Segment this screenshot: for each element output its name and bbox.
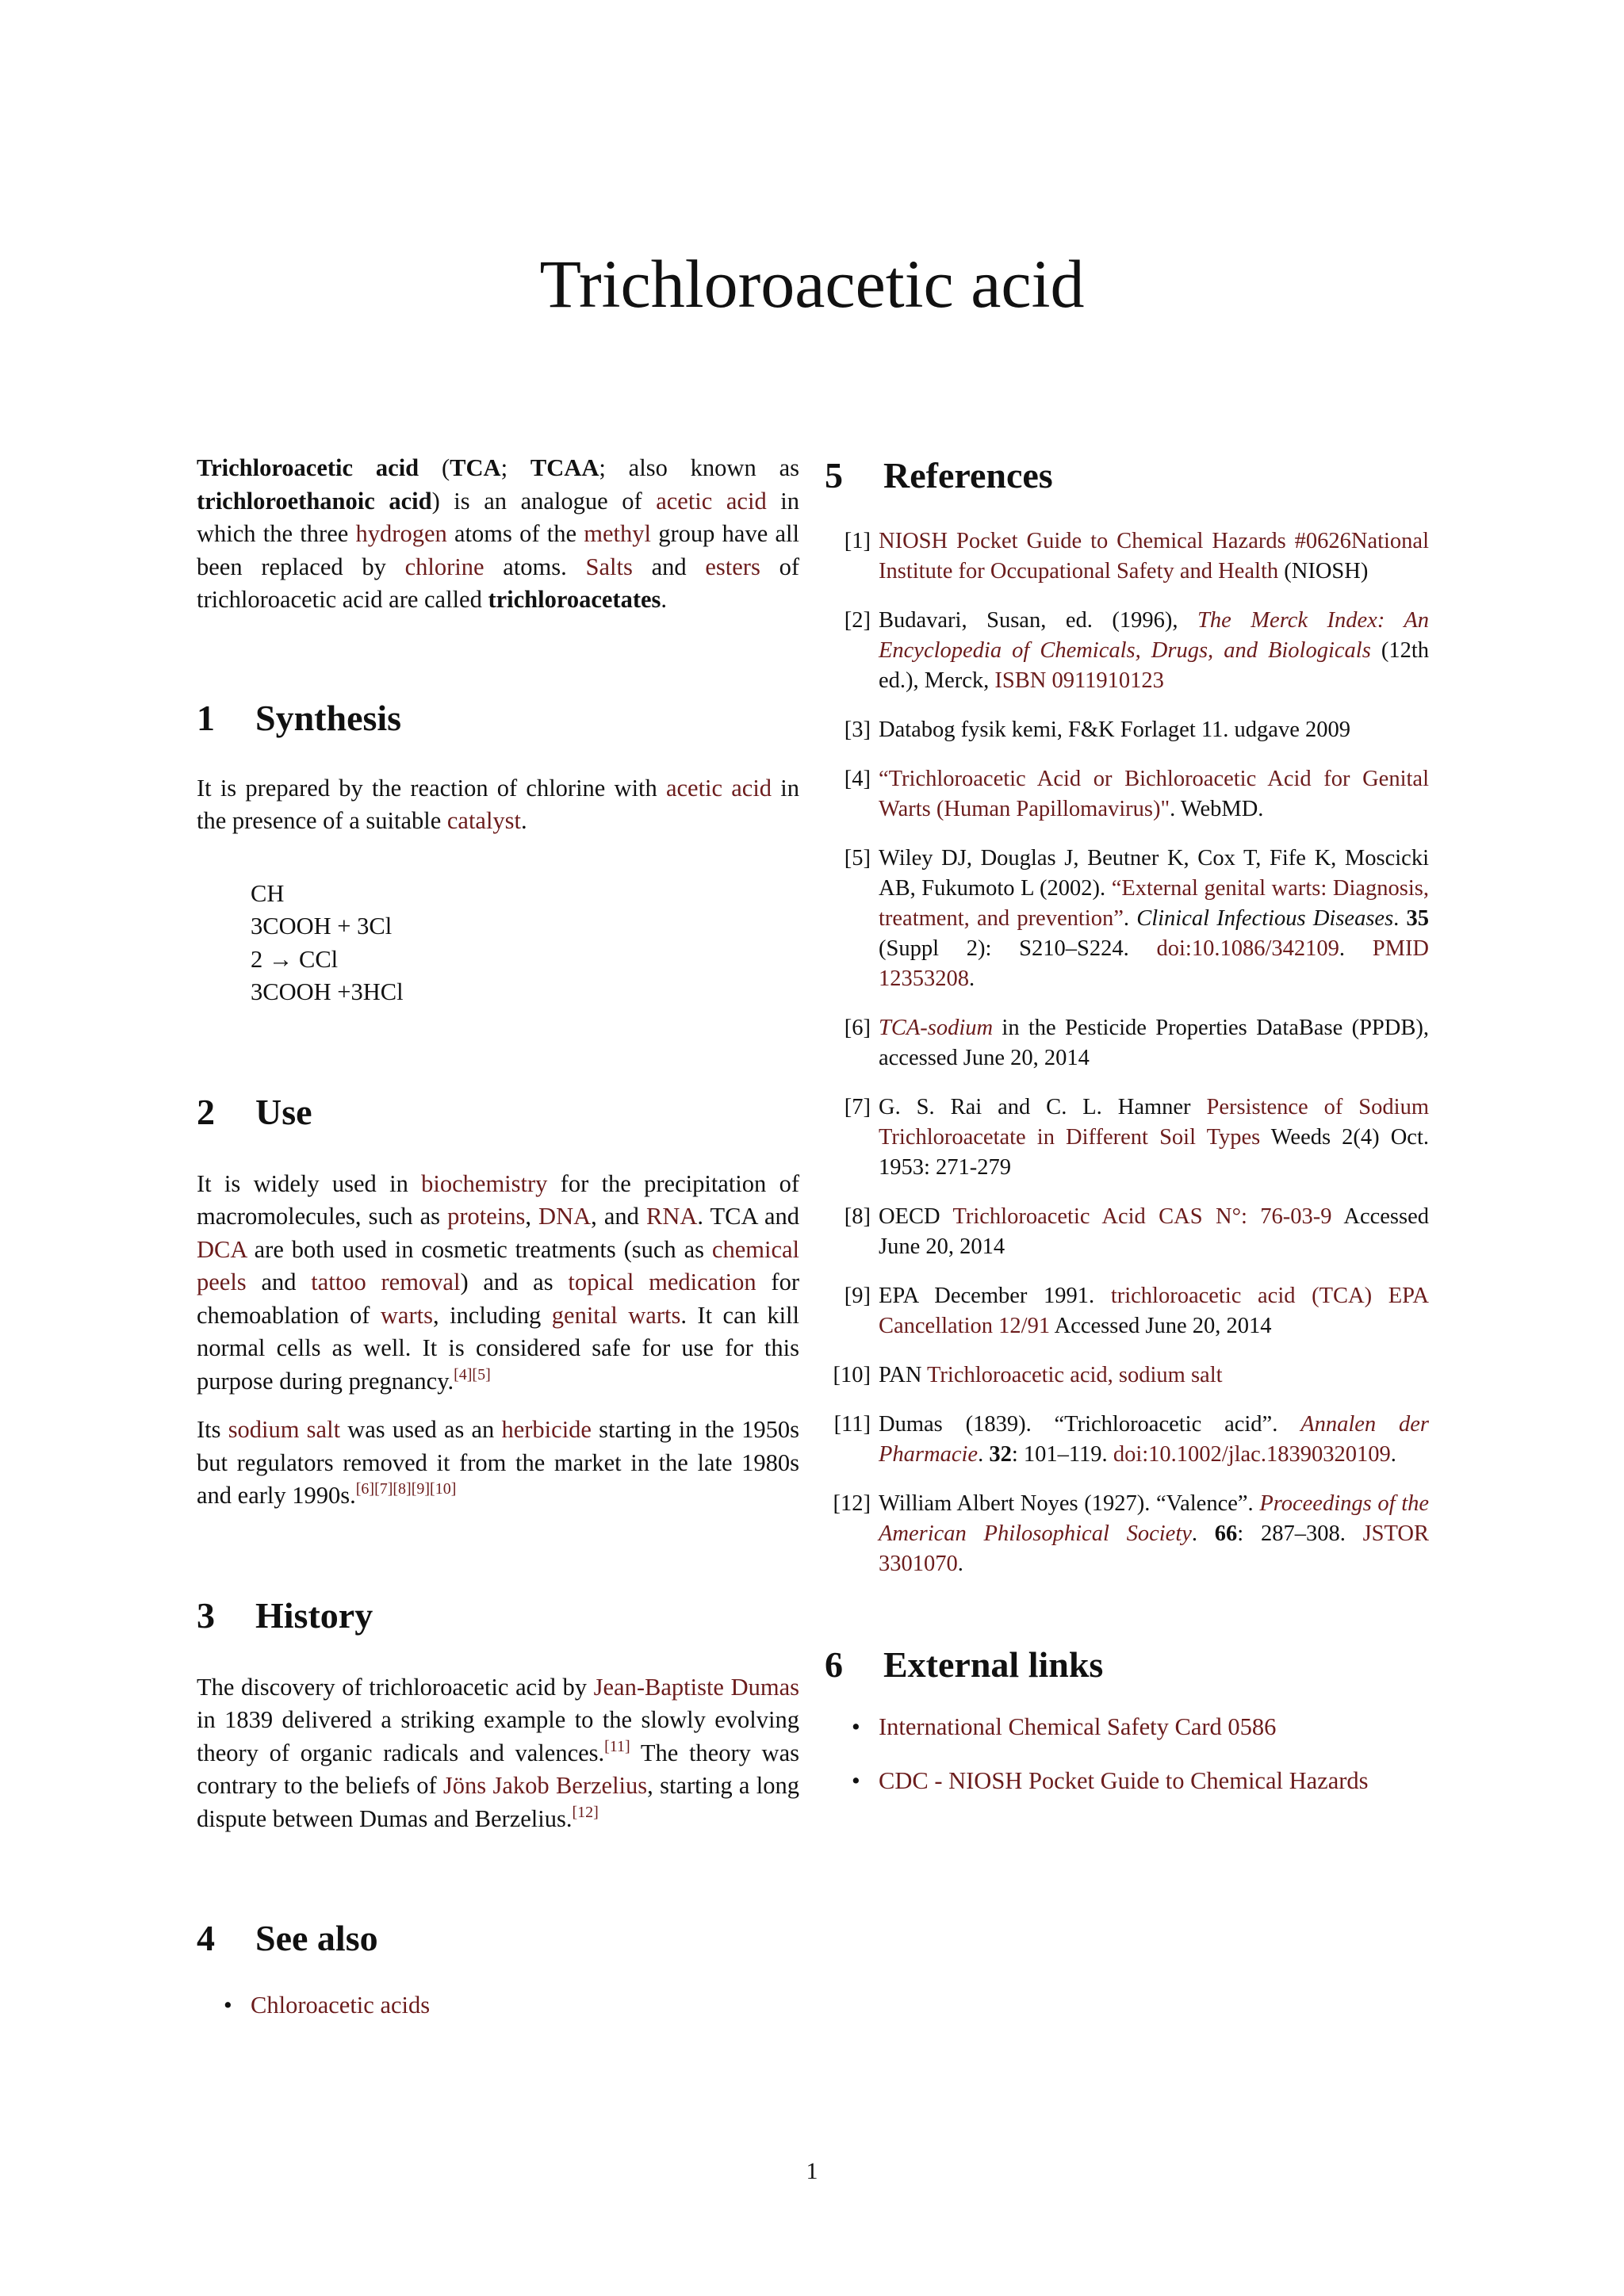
text: (	[419, 454, 450, 481]
reaction-formula	[251, 878, 799, 1009]
right-column	[825, 452, 1429, 1797]
reference-number: [6]	[844, 1016, 871, 1040]
list-item	[825, 1765, 1429, 1798]
text: in the Pesticide Properties DataBase (PPDB), accessed June 20, 2014	[879, 1016, 1429, 1070]
link-icsc-0586[interactable]: International Chemical Safety Card 0586	[879, 1713, 1277, 1740]
list-item	[825, 1711, 1429, 1744]
reference-item	[825, 1410, 1429, 1470]
link-dca[interactable]: DCA	[197, 1235, 247, 1263]
reference-item	[825, 1202, 1429, 1262]
text: Dumas (1839). “Trichloroacetic acid”.	[879, 1412, 1301, 1437]
isbn-link[interactable]: ISBN 0911910123	[994, 668, 1164, 693]
journal-link[interactable]: Proceedings of the American Philosophical Society	[879, 1491, 1430, 1546]
volume: 32	[989, 1442, 1012, 1467]
reference-number: [10]	[833, 1363, 871, 1387]
use-paragraph-1	[197, 1168, 799, 1399]
text: : 101–119.	[1011, 1442, 1113, 1467]
text: (12th ed.), Merck,	[879, 638, 1429, 693]
left-column	[197, 452, 799, 2022]
section-heading-external-links	[825, 1641, 1429, 1689]
text: Budavari, Susan, ed. (1996),	[879, 608, 1198, 633]
reference-link[interactable]: “External genital warts: Diagnosis, treatment, and prevention”	[879, 876, 1429, 931]
reference-link[interactable]: NIOSH Pocket Guide to Chemical Hazards #0626National Institute for Occupational Safety and Health	[879, 529, 1429, 584]
external-links-list	[825, 1711, 1429, 1797]
reference-link[interactable]: “Trichloroacetic Acid or Bichloroacetic Acid for Genital Warts (Human Papillomavirus)"	[879, 767, 1429, 821]
text: The discovery of trichloroacetic acid by	[197, 1673, 594, 1701]
citation-link[interactable]: [4][5]	[454, 1365, 491, 1383]
section-heading-history	[197, 1592, 799, 1640]
text: .	[969, 966, 975, 991]
link-rna[interactable]: RNA	[645, 1203, 698, 1230]
text: (Suppl 2): S210–S224.	[879, 936, 1157, 961]
link-methyl[interactable]: methyl	[584, 520, 652, 547]
reference-link[interactable]: The Merck Index: An Encyclopedia of Chemicals, Drugs, and Biologicals	[879, 608, 1429, 663]
reference-number: [2]	[844, 608, 871, 633]
section-number: 4	[197, 1918, 215, 1958]
link-acetic-acid[interactable]: acetic acid	[656, 487, 767, 515]
reference-item	[825, 764, 1429, 825]
text: . It can kill normal cells as well. It is considered safe for use for this purpose during pregnancy.	[197, 1301, 800, 1395]
bold-term: trichloroacetates	[488, 586, 661, 613]
link-jons-jakob-berzelius[interactable]: Jöns Jakob Berzelius	[442, 1772, 648, 1799]
text: It is prepared by the reaction of chlorine with	[197, 774, 666, 802]
bold-term: TCAA	[530, 454, 599, 481]
section-title: See also	[255, 1918, 378, 1958]
text: (NIOSH)	[1278, 559, 1369, 584]
text: , starting a long dispute between Dumas and Berzelius.	[197, 1772, 799, 1832]
text: in the presence of a suitable	[197, 774, 799, 834]
text: was used as an	[340, 1416, 502, 1443]
link-acetic-acid[interactable]: acetic acid	[665, 774, 772, 802]
text: ; also known as	[599, 454, 799, 481]
reference-item	[825, 1360, 1429, 1391]
reference-item	[825, 1013, 1429, 1073]
link-topical-medication[interactable]: topical medication	[568, 1269, 756, 1295]
list-item	[197, 1989, 799, 2022]
section-heading-use	[197, 1089, 799, 1136]
reference-item	[825, 1281, 1429, 1341]
citation-link[interactable]: [11]	[604, 1737, 630, 1755]
reference-link[interactable]: Persistence of Sodium Trichloroacetate in Different Soil Types	[879, 1095, 1429, 1150]
link-chlorine[interactable]: chlorine	[404, 553, 485, 580]
link-esters[interactable]: esters	[705, 553, 760, 580]
doi-link[interactable]: doi:10.1002/jlac.18390320109	[1113, 1442, 1391, 1467]
text: .	[1339, 936, 1373, 961]
section-title: External links	[883, 1644, 1104, 1685]
link-chloroacetic-acids[interactable]: Chloroacetic acids	[251, 1992, 431, 2019]
text: Wiley DJ, Douglas J, Beutner K, Cox T, Fife K, Moscicki AB, Fukumoto L (2002).	[879, 846, 1429, 901]
text: in which the three	[197, 487, 800, 547]
section-number: 1	[197, 697, 215, 738]
section-title: References	[883, 455, 1053, 496]
reference-number: [5]	[844, 846, 871, 871]
citation-link[interactable]: [6][7][8][9][10]	[355, 1480, 457, 1498]
section-heading-references	[825, 452, 1429, 499]
text: and	[246, 1269, 312, 1295]
text: OECD	[879, 1204, 953, 1229]
text: .	[1393, 906, 1407, 931]
text: .	[978, 1442, 990, 1467]
text: .	[1123, 906, 1137, 931]
reference-number: [11]	[833, 1412, 871, 1437]
bold-term: Trichloroacetic acid	[197, 454, 419, 481]
text: starting in the 1950s but regulators removed it from the market in the late 1980s and early 1990s.	[197, 1416, 800, 1509]
jstor-link[interactable]: JSTOR 3301070	[879, 1521, 1429, 1576]
text: PAN	[879, 1363, 928, 1387]
synthesis-paragraph	[197, 772, 799, 838]
text: and	[632, 553, 706, 580]
reference-number: [8]	[844, 1204, 871, 1229]
link-sodium-salt[interactable]: sodium salt	[228, 1416, 341, 1443]
reference-number: [1]	[844, 529, 871, 553]
link-herbicide[interactable]: herbicide	[501, 1416, 592, 1443]
text: . WebMD.	[1170, 797, 1264, 821]
text: G. S. Rai and C. L. Hamner	[879, 1095, 1207, 1119]
intro-paragraph	[197, 452, 799, 617]
journal-link[interactable]: Annalen der Pharmacie	[879, 1412, 1429, 1467]
text: are both used in cosmetic treatments (such as	[246, 1235, 712, 1263]
text: .	[521, 807, 527, 834]
formula-line: 3COOH + 3Cl	[251, 913, 393, 939]
journal-title: Clinical Infectious Diseases	[1136, 906, 1394, 931]
text: .	[1191, 1521, 1215, 1546]
text: .	[661, 586, 668, 613]
text: atoms.	[484, 553, 586, 580]
text: , including	[432, 1301, 552, 1329]
link-genital-warts[interactable]: genital warts	[551, 1301, 681, 1329]
section-title: Use	[255, 1091, 312, 1132]
text: Its	[197, 1416, 228, 1443]
text: Weeds 2(4) Oct. 1953: 271-279	[879, 1125, 1429, 1180]
formula-line: CH	[251, 879, 285, 907]
text: for the precipitation of macromolecules, such as	[197, 1169, 799, 1230]
reference-number: [12]	[833, 1491, 871, 1516]
volume: 66	[1214, 1521, 1238, 1546]
text: ) is an analogue of	[431, 487, 657, 515]
text: atoms of the	[446, 520, 584, 547]
link-salts[interactable]: Salts	[585, 553, 633, 580]
section-title: History	[255, 1594, 373, 1636]
link-dna[interactable]: DNA	[538, 1203, 592, 1230]
see-also-list	[197, 1989, 799, 2022]
link-catalyst[interactable]: catalyst	[446, 807, 522, 834]
reference-link[interactable]: TCA-sodium	[879, 1016, 994, 1040]
text: . TCA and	[697, 1203, 799, 1230]
section-heading-synthesis	[197, 695, 799, 742]
section-number: 5	[825, 455, 843, 496]
reference-link[interactable]: Trichloroacetic acid, sodium salt	[927, 1363, 1223, 1387]
reference-number: [3]	[844, 718, 871, 742]
text: in 1839 delivered a striking example to the slowly evolving theory of organic radicals and valences.	[197, 1706, 799, 1766]
text: .	[957, 1552, 963, 1576]
link-warts[interactable]: warts	[380, 1301, 433, 1329]
doi-link[interactable]: doi:10.1086/342109	[1156, 936, 1339, 961]
text: for chemoablation of	[197, 1269, 799, 1329]
link-biochemistry[interactable]: biochemistry	[421, 1169, 548, 1197]
text: ) and as	[460, 1269, 569, 1295]
link-jean-baptiste-dumas[interactable]: Jean-Baptiste Dumas	[593, 1673, 799, 1701]
link-proteins[interactable]: proteins	[447, 1203, 526, 1230]
reference-number: [4]	[844, 767, 871, 791]
section-title: Synthesis	[255, 697, 402, 738]
section-number: 2	[197, 1091, 215, 1132]
text: ;	[500, 454, 530, 481]
volume: 35	[1406, 906, 1429, 931]
text: .	[1390, 1442, 1396, 1467]
history-paragraph	[197, 1671, 799, 1836]
text: : 287–308.	[1237, 1521, 1363, 1546]
reference-number: [9]	[844, 1284, 871, 1308]
text: , and	[591, 1203, 646, 1230]
section-number: 6	[825, 1644, 843, 1685]
bold-term: trichloroethanoic acid	[197, 487, 432, 515]
text: William Albert Noyes (1927). “Valence”.	[879, 1491, 1260, 1516]
text: The theory was contrary to the beliefs of	[197, 1739, 799, 1799]
reference-item	[825, 606, 1429, 696]
reference-item	[825, 715, 1429, 745]
text: Accessed June 20, 2014	[879, 1204, 1429, 1259]
text: of trichloroacetic acid are called	[197, 553, 799, 613]
use-paragraph-2	[197, 1414, 799, 1513]
formula-line: 2 → CCl	[251, 945, 339, 973]
page-title: Trichloroacetic acid	[539, 246, 1085, 322]
pmid-link[interactable]: PMID 12353208	[879, 936, 1430, 991]
bold-term: TCA	[450, 454, 501, 481]
text: Accessed June 20, 2014	[1050, 1314, 1272, 1338]
reference-link[interactable]: trichloroacetic acid (TCA) EPA Cancellation 12/91	[879, 1284, 1429, 1338]
text: It is widely used in	[197, 1169, 422, 1197]
link-hydrogen[interactable]: hydrogen	[355, 520, 447, 547]
reference-item	[825, 1093, 1429, 1183]
reference-item	[825, 844, 1429, 994]
formula-line: 3COOH +3HCl	[251, 978, 404, 1005]
page-number: 1	[806, 2158, 818, 2184]
citation-link[interactable]: [12]	[572, 1803, 599, 1821]
text: Databog fysik kemi, F&K Forlaget 11. udgave 2009	[879, 718, 1350, 742]
reference-link[interactable]: Trichloroacetic Acid CAS N°: 76-03-9	[952, 1204, 1332, 1229]
reference-list	[825, 526, 1429, 1579]
link-tattoo-removal[interactable]: tattoo removal	[311, 1269, 461, 1295]
text: ,	[525, 1203, 539, 1230]
reference-item	[825, 1489, 1429, 1579]
section-number: 3	[197, 1594, 215, 1636]
link-chemical-peels[interactable]: chemical peels	[197, 1235, 799, 1295]
reference-number: [7]	[844, 1095, 871, 1119]
link-niosh-pocket-guide[interactable]: CDC - NIOSH Pocket Guide to Chemical Hazards	[879, 1766, 1369, 1794]
text: group have all been replaced by	[197, 520, 800, 580]
reference-item	[825, 526, 1429, 587]
section-heading-see-also	[197, 1915, 799, 1962]
text: EPA December 1991.	[879, 1284, 1111, 1308]
